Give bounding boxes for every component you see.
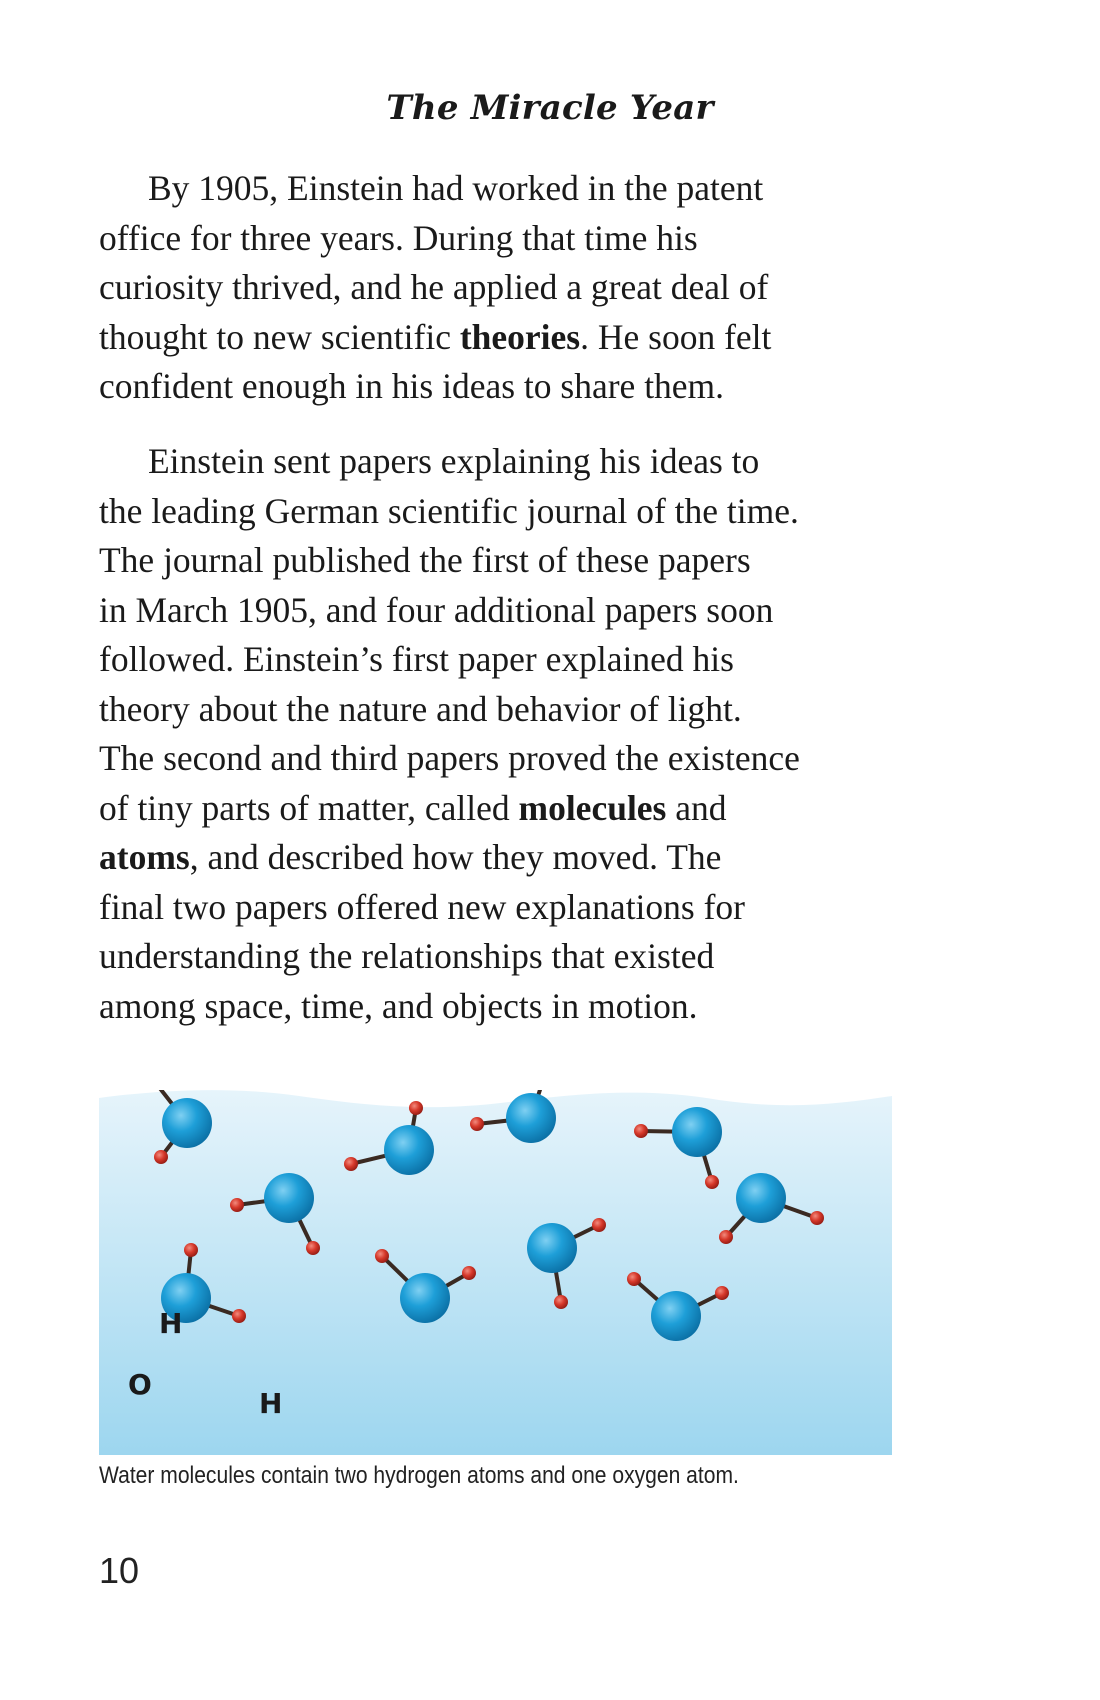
text-line [99, 784, 899, 834]
vocab-term-atoms: atoms [99, 837, 190, 877]
text-line [99, 833, 899, 883]
text-line: The second and third papers proved the existence [99, 738, 800, 778]
hydrogen-atom [409, 1101, 423, 1115]
text-run: thought to new scientific [99, 316, 460, 357]
text-line: theory about the nature and behavior of light. [99, 688, 742, 729]
water-molecules-illustration [99, 1090, 892, 1455]
hydrogen-label-top: H [159, 1307, 183, 1340]
vocab-term-molecules: molecules [518, 787, 667, 828]
text-line: in March 1905, and four additional papers soon [99, 589, 774, 630]
oxygen-label: O [128, 1368, 152, 1401]
vocab-term-theories: theories [459, 316, 581, 357]
hydrogen-atom [627, 1272, 641, 1286]
text-run: and [666, 787, 727, 828]
text-line: By 1905, Einstein had worked in the patent [148, 168, 764, 208]
text-line: final two papers offered new explanations for [99, 886, 746, 927]
oxygen-atom [651, 1291, 701, 1341]
hydrogen-atom [375, 1249, 389, 1263]
oxygen-atom [527, 1223, 577, 1273]
text-run: , and described how they moved. The [189, 837, 722, 877]
hydrogen-atom [232, 1309, 246, 1323]
text-run: of tiny parts of matter, called [99, 787, 519, 828]
hydrogen-atom [634, 1124, 648, 1138]
text-line: followed. Einstein’s first paper explained his [99, 639, 734, 679]
water-background [99, 1090, 892, 1455]
text-line: understanding the relationships that existed [99, 936, 715, 976]
text-line: the leading German scientific journal of the time. [99, 490, 799, 531]
hydrogen-atom [306, 1241, 320, 1255]
hydrogen-atom [715, 1286, 729, 1300]
text-line [99, 313, 899, 363]
hydrogen-atom [462, 1266, 476, 1280]
text-line: Einstein sent papers explaining his ideas to [148, 441, 760, 481]
text-line: confident enough in his ideas to share them. [99, 366, 725, 406]
hydrogen-atom [554, 1295, 568, 1309]
hydrogen-atom [344, 1157, 358, 1171]
hydrogen-atom [184, 1243, 198, 1257]
oxygen-atom [506, 1093, 556, 1143]
hydrogen-atom [470, 1117, 484, 1131]
figure-caption: Water molecules contain two hydrogen atoms and one oxygen atom. [99, 1462, 739, 1489]
page-number: 10 [99, 1550, 140, 1591]
hydrogen-atom [592, 1218, 606, 1232]
hydrogen-atom [705, 1175, 719, 1189]
molecules-svg [99, 1090, 892, 1455]
oxygen-atom [264, 1173, 314, 1223]
text-run: . He soon felt [580, 316, 772, 357]
hydrogen-atom [154, 1150, 168, 1164]
text-line: among space, time, and objects in motion. [99, 985, 698, 1026]
paragraph-1 [99, 164, 899, 412]
text-line: office for three years. During that time his [99, 217, 698, 258]
page-title: The Miracle Year [386, 88, 714, 128]
oxygen-atom [672, 1107, 722, 1157]
oxygen-atom [400, 1273, 450, 1323]
text-line: The journal published the first of these papers [99, 540, 751, 580]
paragraph-2 [99, 437, 899, 1031]
oxygen-atom [384, 1125, 434, 1175]
oxygen-atom [162, 1098, 212, 1148]
hydrogen-atom [719, 1230, 733, 1244]
hydrogen-atom [810, 1211, 824, 1225]
text-line: curiosity thrived, and he applied a great deal of [99, 267, 769, 307]
oxygen-atom [736, 1173, 786, 1223]
hydrogen-atom [230, 1198, 244, 1212]
hydrogen-label-right: H [259, 1387, 283, 1420]
